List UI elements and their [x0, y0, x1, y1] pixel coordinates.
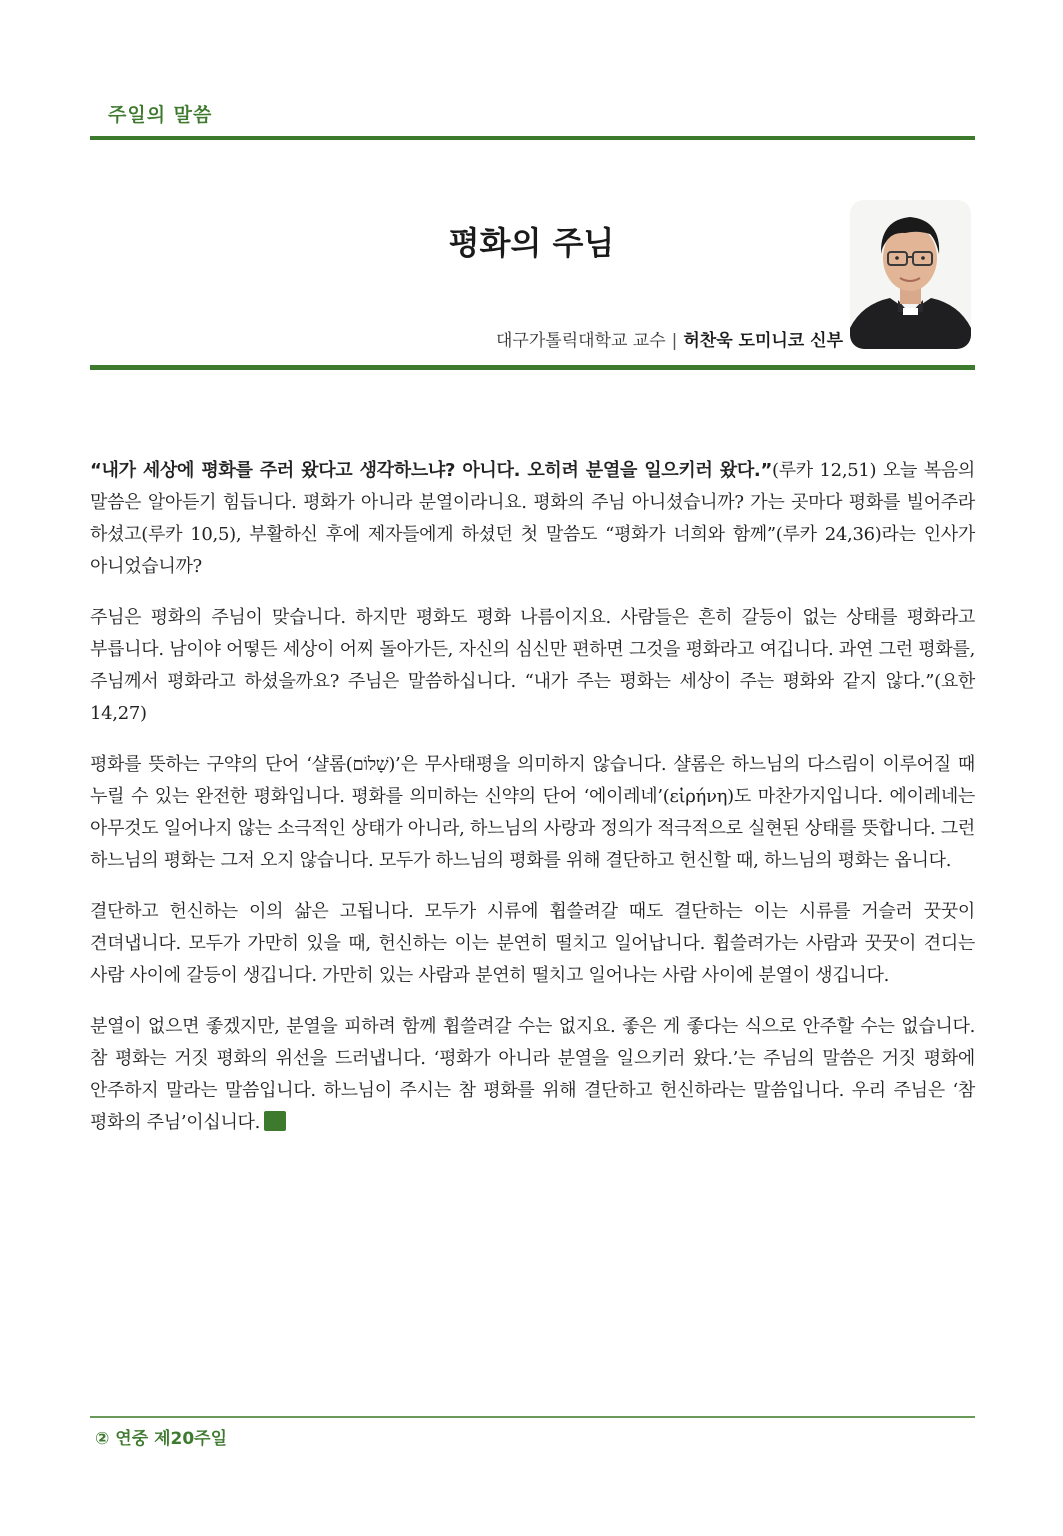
author-byline — [496, 326, 843, 351]
article-paragraph: 결단하고 헌신하는 이의 삶은 고됩니다. 모두가 시류에 휩쓸려갈 때도 결단하는 이는 시류를 거슬러 꿋꿋이 견뎌냅니다. 모두가 가만히 있을 때, 헌신하는 이는 분연히 떨치고 일어납니다. 휩쓸려가는 사람과 꿋꿋이 견디는 사람 사이에 갈등이 생깁니다. 가만히 있는 사람과 분연히 떨치고 일어나는 사람 사이에 분열이 생깁니다. — [90, 901, 975, 986]
article-paragraph: 주님은 평화의 주님이 맞습니다. 하지만 평화도 평화 나름이지요. 사람들은 흔히 갈등이 없는 상태를 평화라고 부릅니다. 남이야 어떻든 세상이 어찌 돌아가든, 자신의 심신만 편하면 그것을 평화라고 여깁니다. 과연 그런 평화를, 주님께서 평화라고 하셨을까요? 주님은 말씀하십니다. “내가 주는 평화는 세상이 주는 평화와 같지 않다.”(요한 14,27) — [90, 607, 975, 724]
author-name: 허찬욱 도미니코 신부 — [683, 331, 843, 351]
paragraph-text: 분열이 없으면 좋겠지만, 분열을 피하려 함께 휩쓸려갈 수는 없지요. 좋은 게 좋다는 식으로 안주할 수는 없습니다. 참 평화는 거짓 평화의 위선을 드러냅니다. ‘평화가 아니라 분열을 일으키러 왔다.’는 주님의 말씀은 거짓 평화에 안주하지 말라는 말씀입니다. 하느님이 주시는 참 평화를 위해 결단하고 헌신하라는 말씀입니다. 우리 주님은 ‘참 평화의 주님’이십니다. — [90, 1016, 975, 1133]
article-body — [90, 455, 975, 1158]
title-divider — [90, 365, 975, 370]
portrait-illustration — [850, 200, 971, 349]
article-paragraph — [90, 1011, 975, 1139]
header-divider — [90, 136, 975, 140]
end-of-article-mark-icon — [264, 1111, 286, 1131]
footer-issue-label: ② 연중 제20주일 — [95, 1429, 227, 1449]
byline-separator: | — [671, 331, 678, 351]
lead-quote: “내가 세상에 평화를 주러 왔다고 생각하느냐? 아니다. 오히려 분열을 일으키러 왔다.” — [90, 460, 772, 481]
article-paragraph — [90, 455, 975, 583]
footer-divider — [90, 1416, 975, 1418]
paragraph-text: (루카 12,51) 오늘 복음의 말씀은 알아듣기 힘듭니다. 평화가 아니라 분열이라니요. 평화의 주님 아니셨습니까? 가는 곳마다 평화를 빌어주라 하셨고(루카 10,5), 부활하신 후에 제자들에게 하셨던 첫 말씀도 “평화가 너희와 함께”(루카 24,36)라는 인사가 아니었습니까? — [90, 460, 975, 577]
author-affiliation: 대구가톨릭대학교 교수 — [496, 331, 666, 351]
article-paragraph: 평화를 뜻하는 구약의 단어 ‘샬롬(שָׁלוֹם)’은 무사태평을 의미하지 않습니다. 샬롬은 하느님의 다스림이 이루어질 때 누릴 수 있는 완전한 평화입니다. 평화를 의미하는 신약의 단어 ‘에이레네’(εἰρήνη)도 마찬가지입니다. 에이레네는 아무것도 일어나지 않는 소극적인 상태가 아니라, 하느님의 사랑과 정의가 적극적으로 실현된 상태를 뜻합니다. 그런 하느님의 평화는 그저 오지 않습니다. 모두가 하느님의 평화를 위해 결단하고 헌신할 때, 하느님의 평화는 옵니다. — [90, 754, 975, 871]
article-title: 평화의 주님 — [448, 224, 615, 262]
author-portrait — [850, 200, 971, 349]
section-label: 주일의 말씀 — [108, 104, 213, 126]
